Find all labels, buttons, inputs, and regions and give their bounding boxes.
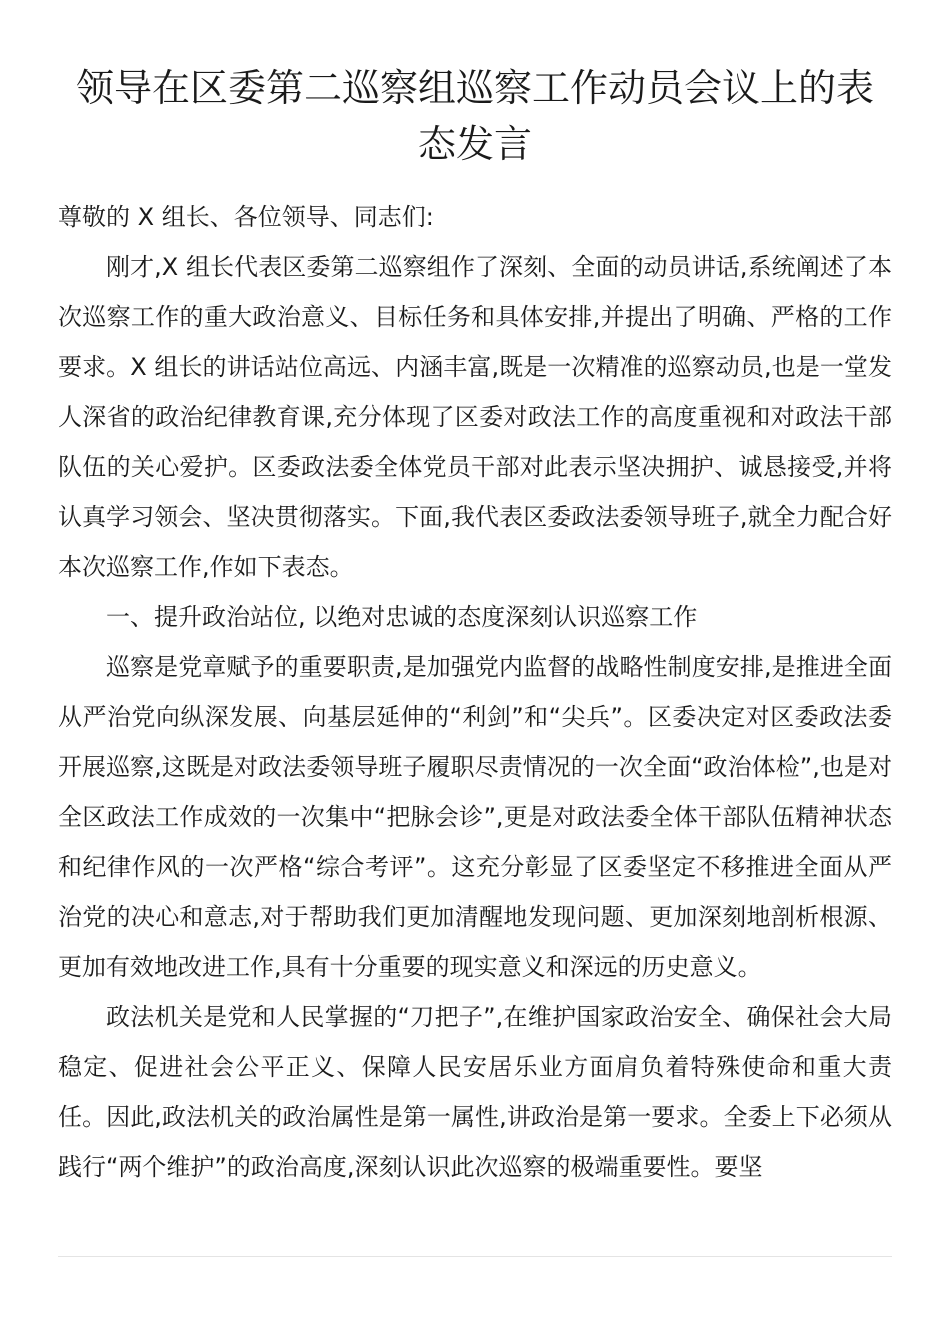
paragraph-opening: 刚才,X 组长代表区委第二巡察组作了深刻、全面的动员讲话,系统阐述了本次巡察工作的重大政治意义、目标任务和具体安排,并提出了明确、严格的工作要求。X 组长的讲话站位高远、内涵丰富,既是一次精准的巡察动员,也是一堂发人深省的政治纪律教育课,充分体现了区委对政法工作的高度重视和对政法干部队伍的关心爱护。区委政法委全体党员干部对此表示坚决拥护、诚恳接受,并将认真学习领会、坚决贯彻落实。下面,我代表区委政法委领导班子,就全力配合好本次巡察工作,作如下表态。 xyxy=(58,253,892,581)
salutation: 尊敬的 X 组长、各位领导、同志们: xyxy=(58,203,434,231)
page-bottom-divider xyxy=(58,1256,892,1257)
paragraph-inspection-significance: 巡察是党章赋予的重要职责,是加强党内监督的战略性制度安排,是推进全面从严治党向纵深发展、向基层延伸的“利剑”和“尖兵”。区委决定对区委政法委开展巡察,这既是对政法委领导班子履职尽责情况的一次全面“政治体检”,也是对全区政法工作成效的一次集中“把脉会诊”,更是对政法委全体干部队伍精神状态和纪律作风的一次严格“综合考评”。这充分彰显了区委坚定不移推进全面从严治党的决心和意志,对于帮助我们更加清醒地发现问题、更加深刻地剖析根源、更加有效地改进工作,具有十分重要的现实意义和深远的历史意义。 xyxy=(58,653,892,981)
document-title: 领导在区委第二巡察组巡察工作动员会议上的表态发言 xyxy=(75,66,874,166)
section-heading-1: 一、提升政治站位, 以绝对忠诚的态度深刻认识巡察工作 xyxy=(106,603,698,631)
document-body xyxy=(58,192,892,1192)
paragraph-political-organs: 政法机关是党和人民掌握的“刀把子”,在维护国家政治安全、确保社会大局稳定、促进社会公平正义、保障人民安居乐业方面肩负着特殊使命和重大责任。因此,政法机关的政治属性是第一属性,讲政治是第一要求。全委上下必须从践行“两个维护”的政治高度,深刻认识此次巡察的极端重要性。要坚 xyxy=(58,1003,892,1181)
